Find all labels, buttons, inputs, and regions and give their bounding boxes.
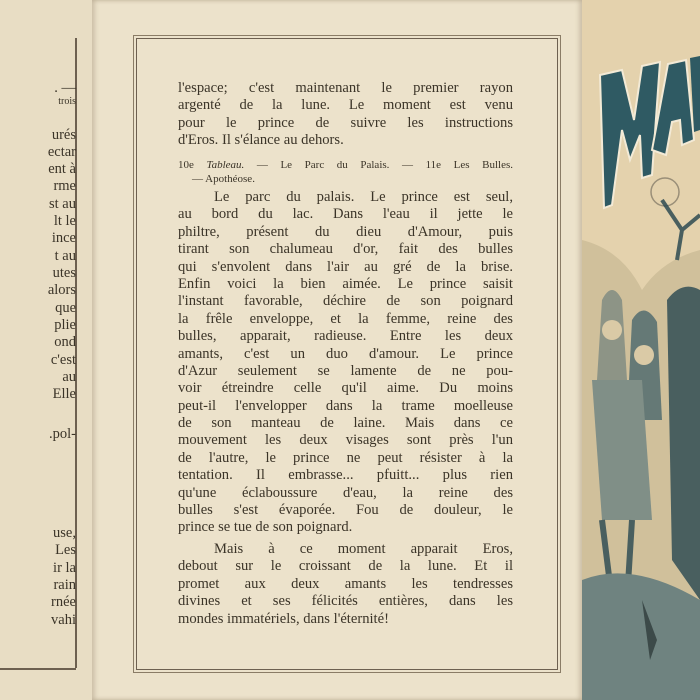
left-text-fragment: que bbox=[55, 300, 76, 316]
text-line: amants, c'est un duo d'amour. Le prince bbox=[178, 345, 513, 362]
left-text-fragment: ir la bbox=[53, 560, 76, 576]
text-line: divines et ses félicités entières, dans les bbox=[178, 593, 513, 610]
left-text-fragment: utes bbox=[52, 265, 76, 281]
left-text-fragment: alors bbox=[47, 282, 76, 298]
text-line: tirant son chalumeau d'or, fait des bulles bbox=[178, 241, 513, 258]
left-text-fragment: st au bbox=[49, 196, 76, 212]
left-text-fragment: lt le bbox=[53, 213, 76, 229]
left-text-fragment: t au bbox=[54, 248, 76, 264]
text-line: tentation. Il embrasse... pfuitt... plus rien bbox=[178, 467, 513, 484]
text-line: l'instant favorable, déchire de son poignard bbox=[178, 293, 513, 310]
text-line: qui s'envolent dans l'air au gré de la brise. bbox=[178, 258, 513, 275]
text-line: Le parc du palais. Le prince est seul, bbox=[214, 189, 513, 205]
left-text-fragment: .pol- bbox=[49, 426, 76, 442]
caption-tableau: Tableau. bbox=[206, 159, 245, 171]
text-line: bulles s'est évaporée. Fou de douleur, le bbox=[178, 502, 513, 519]
text-line: qu'une éclaboussure d'eau, la reine des bbox=[178, 484, 513, 501]
left-text-fragment: urés bbox=[51, 127, 76, 143]
left-text-fragment: rain bbox=[53, 577, 76, 593]
left-text-fragment: vahi bbox=[51, 612, 76, 628]
left-text-fragment: Les bbox=[55, 542, 76, 558]
left-text-fragment: ectar bbox=[47, 144, 76, 160]
left-text-fragment: trois bbox=[58, 96, 76, 107]
paragraph-2 bbox=[178, 189, 513, 537]
text-line: philtre, présent du dieu d'Amour, puis bbox=[178, 223, 513, 240]
text-line: mondes immatériels, dans l'éternité! bbox=[178, 610, 389, 627]
text-line: bulles, apparait, radieuse. Entre les deux bbox=[178, 328, 513, 345]
text-line: promet aux deux amants les tendresses bbox=[178, 575, 513, 592]
text-line: mouvement les deux visages sont près l'un bbox=[178, 432, 513, 449]
left-text-fragment: ince bbox=[51, 230, 76, 246]
left-frame-bottom bbox=[0, 668, 76, 670]
right-page-illustration bbox=[582, 0, 700, 700]
paragraph-3 bbox=[178, 541, 513, 628]
text-line: Mais à ce moment apparait Eros, bbox=[214, 541, 513, 557]
left-text-fragment: ent à bbox=[48, 161, 76, 177]
text-line: argenté de la lune. Le moment est venu bbox=[178, 97, 513, 114]
left-text-fragment: rnée bbox=[51, 594, 76, 610]
caption-text: — Le Parc du Palais. — 11e Les Bulles. bbox=[244, 159, 513, 171]
text-line: la frêle enveloppe, et la femme, reine des bbox=[178, 310, 513, 327]
text-line: de son manteau de laine. Mais dans ce bbox=[178, 415, 513, 432]
text-line: de l'autre, le prince ne peut résister à la bbox=[178, 449, 513, 466]
left-text-fragment: au bbox=[62, 369, 76, 385]
paragraph-1 bbox=[178, 80, 513, 150]
left-page bbox=[0, 0, 92, 700]
left-text-fragment: rme bbox=[53, 178, 76, 194]
text-line: pour le prince de suivre les instructions bbox=[178, 114, 513, 131]
text-line: peut-il l'envelopper dans la trame moelleuse bbox=[178, 397, 513, 414]
text-line: prince se tue de son poignard. bbox=[178, 519, 353, 536]
text-line: au bord du lac. Dans l'eau il jette le bbox=[178, 206, 513, 223]
scene-caption bbox=[178, 158, 513, 186]
left-text-fragment: use, bbox=[53, 525, 76, 541]
left-text-fragment: Elle bbox=[52, 386, 76, 402]
text-line: Enfin voici la bien aimée. Le prince saisit bbox=[178, 275, 513, 292]
middle-page bbox=[92, 0, 582, 700]
caption-number: 10e bbox=[178, 159, 194, 171]
left-text-fragment: . — bbox=[54, 80, 76, 96]
text-line: d'Eros. Il s'élance au dehors. bbox=[178, 132, 344, 149]
text-line: debout sur le croissant de la lune. Et il bbox=[178, 558, 513, 575]
poster-illustration bbox=[582, 0, 700, 700]
text-line: l'espace; c'est maintenant le premier rayon bbox=[178, 80, 513, 96]
caption-line-2: — Apothéose. bbox=[192, 173, 255, 185]
left-text-fragment: ond bbox=[54, 334, 76, 350]
left-text-fragment: c'est bbox=[50, 352, 76, 368]
text-line: voir étreindre celle qu'il aime. Du moins bbox=[178, 380, 513, 397]
text-line: d'Azur seulement se lamente de ne pou- bbox=[178, 362, 513, 379]
left-text-fragment: plie bbox=[54, 317, 76, 333]
